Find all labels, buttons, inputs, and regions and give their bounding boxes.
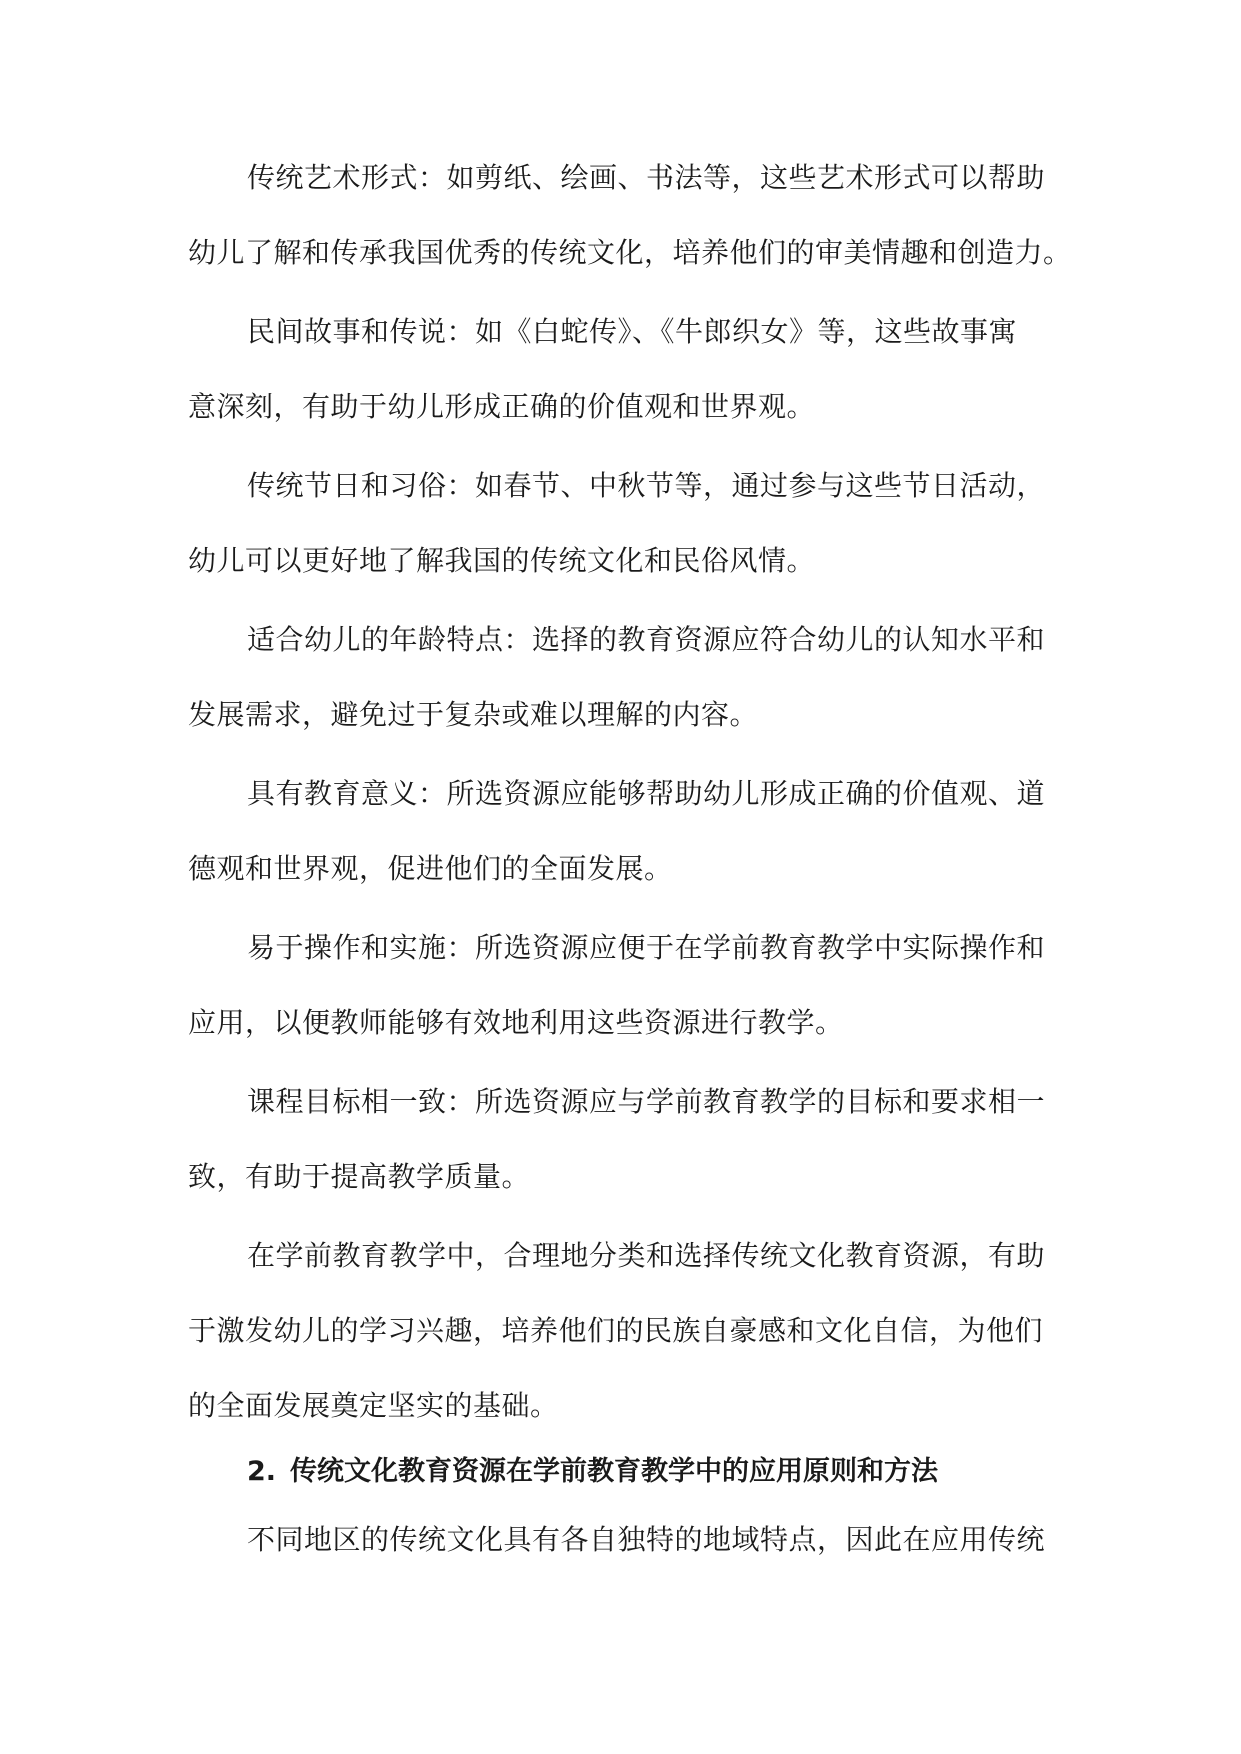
paragraph-line: 具有教育意义：所选资源应能够帮助幼儿形成正确的价值观、道 <box>247 777 1046 810</box>
paragraph-line: 意深刻，有助于幼儿形成正确的价值观和世界观。 <box>188 390 816 423</box>
paragraph-line: 幼儿了解和传承我国优秀的传统文化，培养他们的审美情趣和创造力。 <box>188 236 1072 269</box>
paragraph-festivals <box>188 448 1053 598</box>
paragraph-line: 的全面发展奠定坚实的基础。 <box>188 1389 559 1422</box>
paragraph-summary <box>188 1218 1053 1443</box>
paragraph-line: 课程目标相一致：所选资源应与学前教育教学的目标和要求相一 <box>247 1085 1046 1118</box>
paragraph-line: 民间故事和传说：如《白蛇传》、《牛郎织女》等，这些故事寓 <box>247 315 1018 348</box>
section-title: 传统文化教育资源在学前教育教学中的应用原则和方法 <box>290 1456 939 1487</box>
paragraph-age-appropriate <box>188 602 1053 752</box>
paragraph-line: 于激发幼儿的学习兴趣，培养他们的民族自豪感和文化自信，为他们 <box>188 1314 1044 1347</box>
paragraph-line: 德观和世界观，促进他们的全面发展。 <box>188 852 673 885</box>
paragraph-line: 致，有助于提高教学质量。 <box>188 1160 531 1193</box>
paragraph-line: 幼儿可以更好地了解我国的传统文化和民俗风情。 <box>188 544 816 577</box>
paragraph-line: 传统节日和习俗：如春节、中秋节等，通过参与这些节日活动， <box>247 469 1046 502</box>
paragraph-regional-features <box>188 1502 1053 1577</box>
section-number: 2. <box>247 1456 277 1487</box>
paragraph-line: 适合幼儿的年龄特点：选择的教育资源应符合幼儿的认知水平和 <box>247 623 1046 656</box>
paragraph-traditional-art <box>188 140 1072 290</box>
paragraph-line: 传统艺术形式：如剪纸、绘画、书法等，这些艺术形式可以帮助 <box>247 161 1046 194</box>
paragraph-easy-to-implement <box>188 910 1053 1060</box>
paragraph-folk-stories <box>188 294 1053 444</box>
paragraph-line: 在学前教育教学中，合理地分类和选择传统文化教育资源，有助 <box>247 1239 1046 1272</box>
paragraph-educational-meaning <box>188 756 1053 906</box>
document-page <box>188 140 1072 1556</box>
paragraph-line: 发展需求，避免过于复杂或难以理解的内容。 <box>188 698 759 731</box>
paragraph-line: 应用，以便教师能够有效地利用这些资源进行教学。 <box>188 1006 844 1039</box>
section-heading <box>247 1452 1067 1492</box>
paragraph-curriculum-goals <box>188 1064 1053 1214</box>
paragraph-line: 易于操作和实施：所选资源应便于在学前教育教学中实际操作和 <box>247 931 1046 964</box>
paragraph-line: 不同地区的传统文化具有各自独特的地域特点，因此在应用传统 <box>247 1523 1046 1556</box>
